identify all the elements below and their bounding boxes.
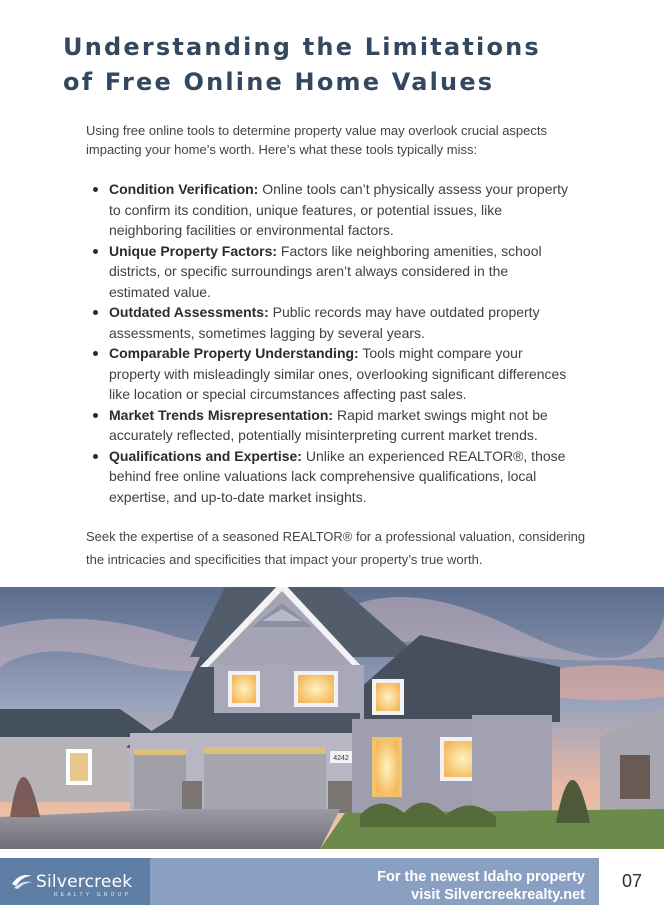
footer-line-1: For the newest Idaho property: [377, 869, 585, 885]
list-item: [91, 405, 571, 446]
list-item-term: Condition Verification:: [109, 181, 259, 197]
list-item-term: Qualifications and Expertise:: [109, 447, 302, 464]
page-title-line-1: Understanding the Limitations: [63, 33, 541, 61]
list-item-text: Rapid market swings might not be accurately reflected, potentially misinterpreting current market trends.: [109, 406, 548, 443]
list-item: [91, 302, 571, 343]
list-item-term: Comparable Property Understanding:: [109, 345, 359, 361]
list-item-text: Factors like neighboring amenities, school districts, or specific surroundings aren’t always considered in the estimated value.: [109, 242, 542, 300]
footer-banner: [150, 858, 599, 905]
list-item: [91, 343, 571, 405]
list-item-term: Outdated Assessments:: [109, 304, 269, 320]
list-item-text: Online tools can’t physically assess your property to confirm its condition, unique features, or potential issues, like neighboring facilities or environmental factors.: [109, 181, 569, 238]
logo-swoosh-icon: [10, 872, 34, 890]
list-item-text: Tools might compare your property with misleadingly similar ones, overlooking significant differences like location or special circumstances affecting past sales.: [109, 345, 567, 402]
closing-paragraph: Seek the expertise of a seasoned REALTOR® for a professional valuation, considering the intricacies and specificities that impact your property’s true worth.: [86, 529, 586, 567]
stone-base: [182, 781, 202, 813]
list-item: [91, 241, 571, 303]
house-number: 4242: [333, 755, 349, 762]
footer-link[interactable]: visit Silvercreekrealty.net: [411, 887, 585, 903]
page-title: [63, 30, 541, 100]
list-item-text: Unlike an experienced REALTOR®, those behind free online valuations lack comprehensive qualifications, local expertise, and up-to-date market insights.: [109, 447, 566, 505]
limitations-list: [91, 179, 571, 507]
footer-logo: [0, 858, 150, 905]
list-item: [91, 179, 571, 241]
shrubs: [360, 802, 496, 827]
list-item: [91, 446, 571, 508]
logo-wordmark: Silvercreek: [36, 872, 133, 892]
page-title-line-2: of Free Online Home Values: [63, 68, 495, 96]
house-photo: [0, 587, 664, 849]
list-item-text: Public records may have outdated property assessments, sometimes lagging by several years.: [109, 304, 540, 341]
page-number: 07: [621, 871, 643, 891]
list-item-term: Market Trends Misrepresentation:: [109, 406, 334, 423]
driveway: [0, 809, 340, 849]
garage-door-right: [204, 747, 326, 811]
footer-message: [377, 868, 585, 904]
garage-door-left: [134, 749, 186, 809]
list-item-term: Unique Property Factors:: [109, 242, 278, 259]
logo-subtitle: REALTY GROUP: [54, 892, 132, 898]
intro-paragraph: Using free online tools to determine property value may overlook crucial aspects impacting your home’s worth. Here’s what these tools typically miss:: [86, 123, 548, 157]
